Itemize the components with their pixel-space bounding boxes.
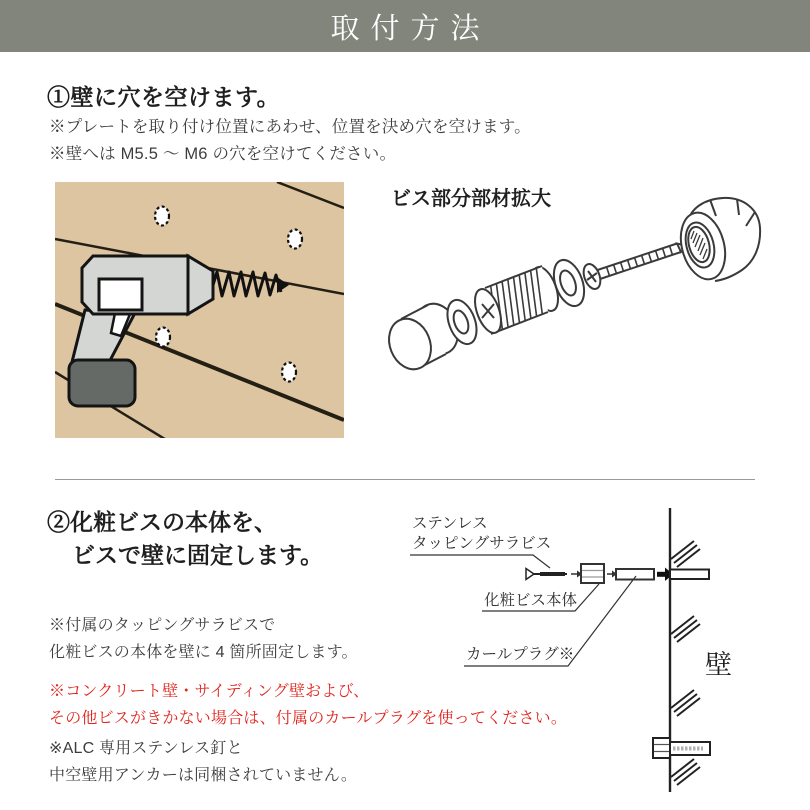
note-line: 化粧ビスの本体を壁に 4 箇所固定します。 (49, 644, 358, 661)
step1-note-line: ※プレートを取り付け位置にあわせ、位置を決め穴を空けます。 (49, 118, 531, 136)
section-divider (55, 479, 755, 480)
note-line: 中空壁用アンカーは同梱されていません。 (49, 767, 358, 784)
embedded-plug-rect (670, 570, 709, 580)
step2-note-fix (49, 612, 358, 666)
drill-battery (69, 360, 135, 406)
label-stainless-line1: ステンレス (412, 515, 488, 532)
label-wall: 壁 (705, 650, 732, 680)
page-title: 取付方法 (330, 12, 491, 45)
drill-wall-illustration (55, 182, 344, 438)
exploded-diagram-title: ビス部分部材拡大 (391, 188, 551, 210)
wall-fixing-diagram (400, 498, 775, 808)
note-line: ※付属のタッピングサラビスで (49, 617, 276, 634)
nut-body-part (674, 198, 760, 284)
step2-heading (47, 506, 323, 572)
exploded-parts-diagram (385, 183, 763, 395)
label-stainless-line2: タッピングサラビス (412, 535, 552, 552)
assembled-unit (653, 738, 710, 758)
tapping-screw-part (581, 244, 688, 292)
step1-note-line: ※壁へは M5.5 ～ M6 の穴を空けてください。 (49, 145, 397, 163)
label-curl-plug: カールプラグ※ (466, 646, 575, 663)
label-screw-body: 化粧ビス本体 (484, 592, 578, 609)
note-line: ※ALC 専用ステンレス釘と (49, 740, 243, 757)
step2-heading-line: ビスで壁に固定します。 (72, 542, 324, 568)
page-title-bar (0, 0, 810, 52)
warning-line: その他ビスがきかない場合は、付属のカールプラグを使ってください。 (49, 710, 568, 727)
step2-heading-line: ②化粧ビスの本体を、 (47, 509, 277, 535)
drill-label-plate (99, 279, 142, 310)
warning-line: ※コンクリート壁・サイディング壁および、 (49, 683, 370, 700)
step2-warning-note (49, 678, 567, 732)
deco-screw-body-box (581, 564, 604, 583)
step1-notes (49, 114, 531, 168)
threaded-sleeve-part (470, 264, 563, 337)
step1-heading: ①壁に穴を空けます。 (47, 84, 281, 110)
tapping-screw-small (526, 569, 567, 580)
step2-note-alc (49, 735, 357, 789)
